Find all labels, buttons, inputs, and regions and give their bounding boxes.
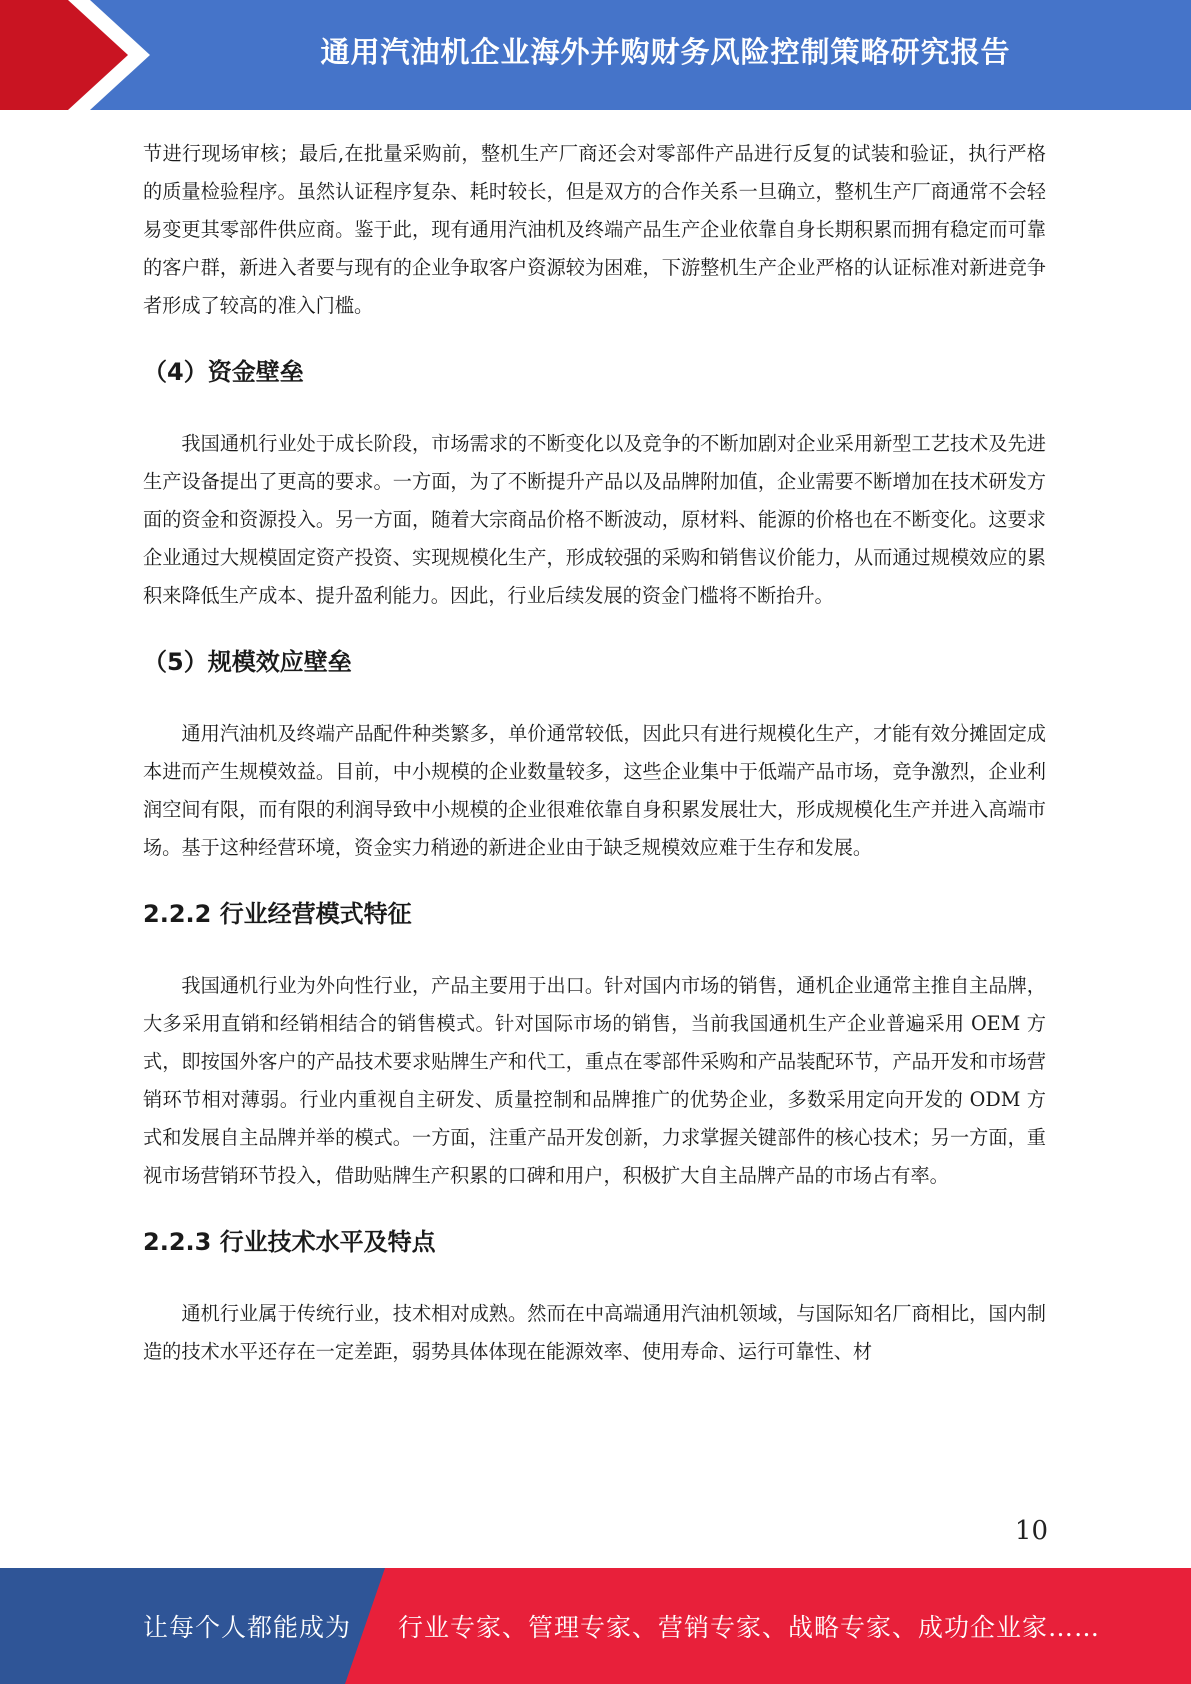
paragraph-certification: 节进行现场审核；最后,在批量采购前，整机生产厂商还会对零部件产品进行反复的试装和验证，执行严格的质量检验程序。虽然认证程序复杂、耗时较长，但是双方的合作关系一旦确立，整机生产厂商通常不会轻易变更其零部件供应商。鉴于此，现有通用汽油机及终端产品生产企业依靠自身长期积累而拥有稳定而可靠的客户群，新进入者要与现有的企业争取客户资源较为困难，下游整机生产企业严格的认证标准对新进竞争者形成了较高的准入门槛。 <box>143 142 1046 317</box>
paragraph-business-model: 我国通机行业为外向性行业，产品主要用于出口。针对国内市场的销售，通机企业通常主推自主品牌，大多采用直销和经销相结合的销售模式。针对国际市场的销售，当前我国通机生产企业普遍采用 OEM 方式，即按国外客户的产品技术要求贴牌生产和代工，重点在零部件采购和产品装配环节，产品开发和市场营销环节相对薄弱。行业内重视自主研发、质量控制和品牌推广的优势企业，多数采用定向开发的 ODM 方式和发展自主品牌并举的模式。一方面，注重产品开发创新，力求掌握关键部件的核心技术；另一方面，重视市场营销环节投入，借助贴牌生产积累的口碑和用户，积极扩大自主品牌产品的市场占有率。 <box>143 974 1046 1187</box>
heading-capital-barrier: （4）资金壁垒 <box>143 358 304 386</box>
report-title: 通用汽油机企业海外并购财务风险控制策略研究报告 <box>320 34 1011 69</box>
red-arrow-decoration <box>0 0 160 110</box>
heading-technology-level: 2.2.3 行业技术水平及特点 <box>143 1228 436 1256</box>
heading-scale-barrier: （5）规模效应壁垒 <box>143 648 352 676</box>
page-number: 10 <box>1014 1516 1048 1546</box>
paragraph-technology-level: 通机行业属于传统行业，技术相对成熟。然而在中高端通用汽油机领域，与国际知名厂商相比，国内制造的技术水平还存在一定差距，弱势具体体现在能源效率、使用寿命、运行可靠性、材 <box>143 1302 1046 1363</box>
footer-slogan-right: 行业专家、管理专家、营销专家、战略专家、成功企业家…… <box>398 1613 1101 1642</box>
heading-business-model: 2.2.2 行业经营模式特征 <box>143 900 412 928</box>
header-bar <box>0 0 1191 110</box>
document-body <box>143 135 1046 1371</box>
paragraph-scale-barrier: 通用汽油机及终端产品配件种类繁多，单价通常较低，因此只有进行规模化生产，才能有效分摊固定成本进而产生规模效益。目前，中小规模的企业数量较多，这些企业集中于低端产品市场，竞争激烈，企业利润空间有限，而有限的利润导致中小规模的企业很难依靠自身积累发展壮大，形成规模化生产并进入高端市场。基于这种经营环境，资金实力稍逊的新进企业由于缺乏规模效应难于生存和发展。 <box>143 722 1046 859</box>
footer-banner <box>0 1568 1191 1684</box>
paragraph-capital-barrier: 我国通机行业处于成长阶段，市场需求的不断变化以及竞争的不断加剧对企业采用新型工艺技术及先进生产设备提出了更高的要求。一方面，为了不断提升产品以及品牌附加值，企业需要不断增加在技术研发方面的资金和资源投入。另一方面，随着大宗商品价格不断波动，原材料、能源的价格也在不断变化。这要求企业通过大规模固定资产投资、实现规模化生产，形成较强的采购和销售议价能力，从而通过规模效应的累积来降低生产成本、提升盈利能力。因此，行业后续发展的资金门槛将不断抬升。 <box>143 432 1046 607</box>
footer-slogan-left: 让每个人都能成为 <box>143 1613 352 1642</box>
